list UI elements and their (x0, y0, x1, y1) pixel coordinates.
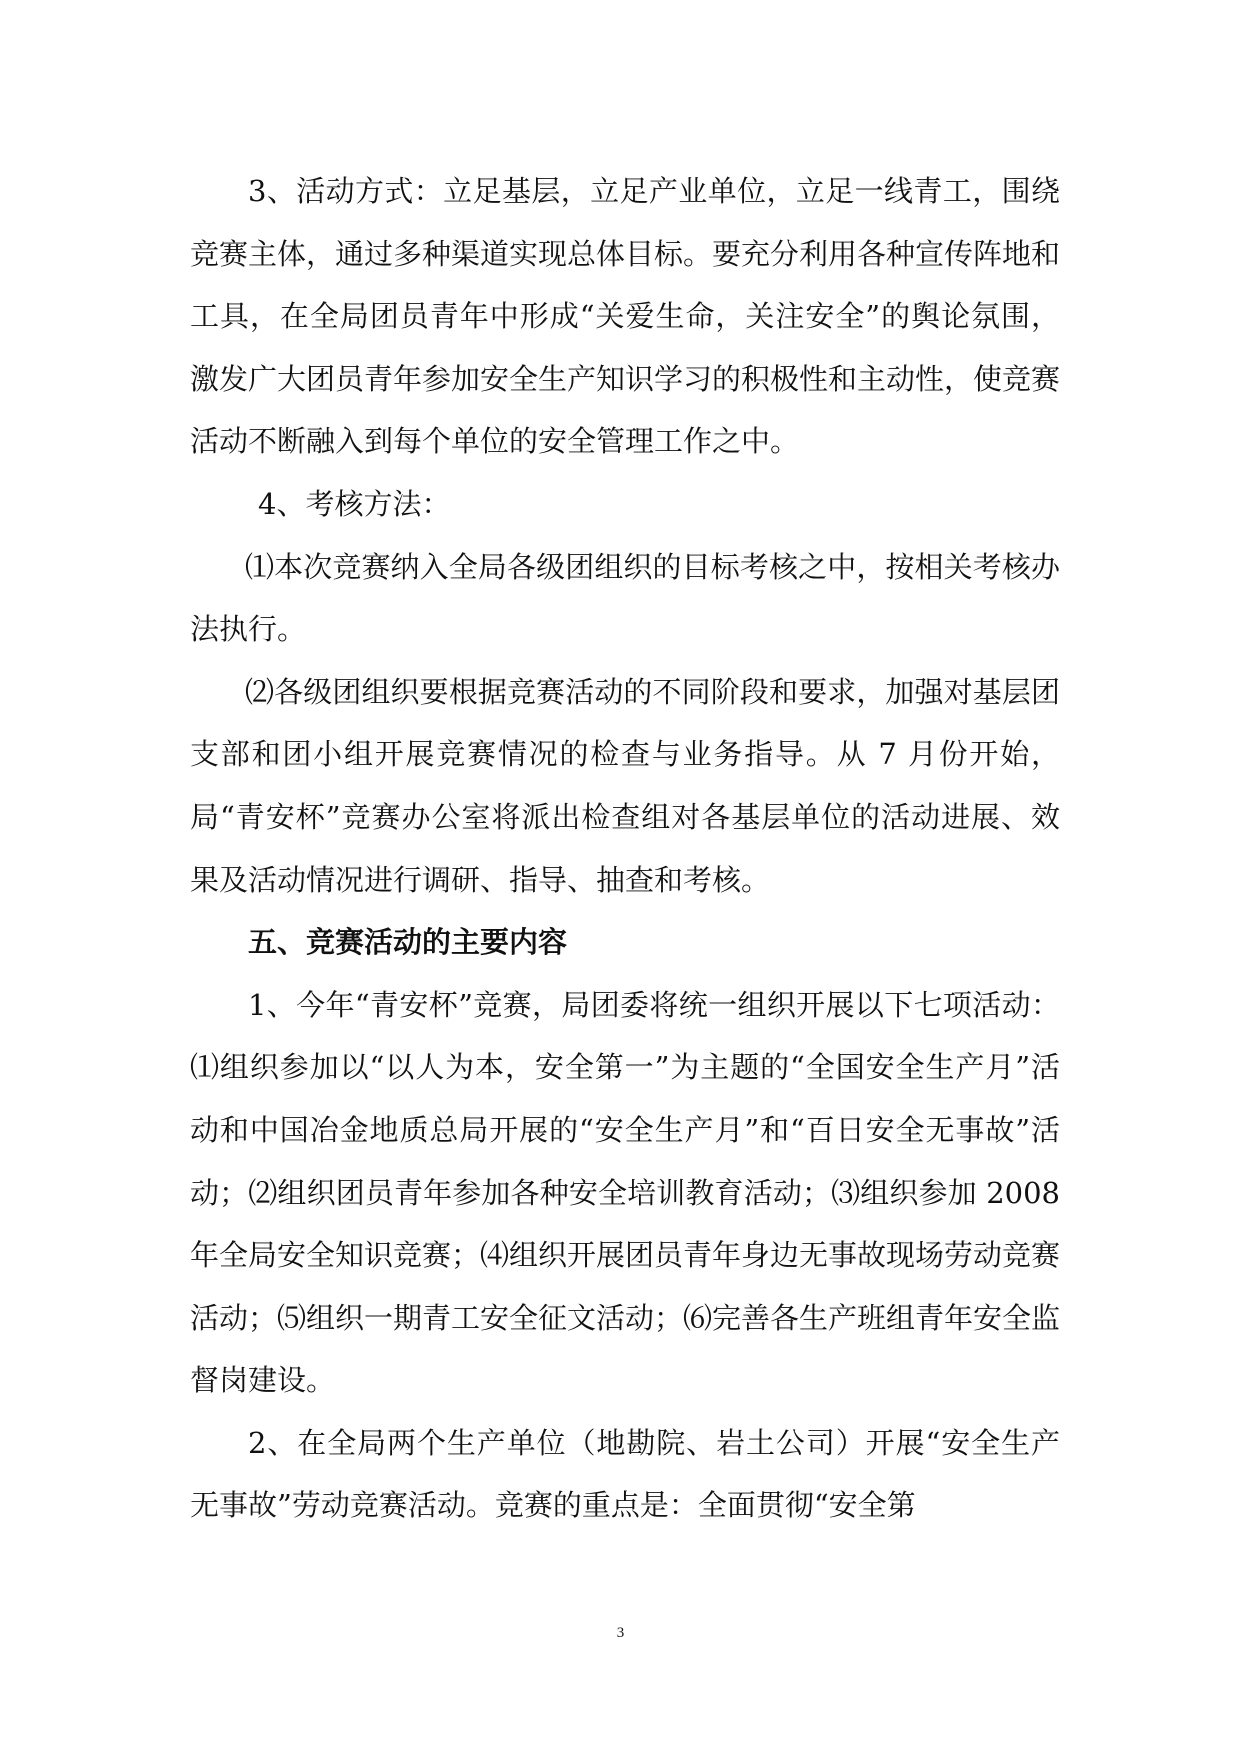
paragraph-production-safety: 2、在全局两个生产单位（地勘院、岩土公司）开展“安全生产无事故”劳动竞赛活动。竞赛的重点是：全面贯彻“安全第 (190, 1425, 1060, 1523)
page-number: 3 (616, 1625, 625, 1641)
paragraph-assessment-item-1: ⑴本次竞赛纳入全局各级团组织的目标考核之中，按相关考核办法执行。 (190, 549, 1060, 647)
document-body (190, 160, 1060, 1537)
paragraph-activities-list: 1、今年“青安杯”竞赛，局团委将统一组织开展以下七项活动：⑴组织参加以“以人为本，安全第一”为主题的“全国安全生产月”活动和中国冶金地质总局开展的“安全生产月”和“百日安全无事故”活动；⑵组织团员青年参加各种安全培训教育活动；⑶组织参加 2008 年全局安全知识竞赛；⑷组织开展团员青年身边无事故现场劳动竞赛活动；⑸组织一期青工安全征文活动；⑹完善各生产班组青年安全监督岗建设。 (190, 987, 1061, 1398)
paragraph-assessment-item-2: ⑵各级团组织要根据竞赛活动的不同阶段和要求，加强对基层团支部和团小组开展竞赛情况的检查与业务指导。从 7 月份开始，局“青安杯”竞赛办公室将派出检查组对各基层单位的活动进展、效果及活动情况进行调研、指导、抽查和考核。 (190, 674, 1060, 897)
paragraph-assessment-heading: 4、考核方法： (258, 486, 451, 521)
section-heading: 五、竞赛活动的主要内容 (248, 925, 568, 960)
paragraph-activity-method: 3、活动方式：立足基层，立足产业单位，立足一线青工，围绕竞赛主体，通过多种渠道实现总体目标。要充分利用各种宣传阵地和工具，在全局团员青年中形成“关爱生命，关注安全”的舆论氛围，激发广大团员青年参加安全生产知识学习的积极性和主动性，使竞赛活动不断融入到每个单位的安全管理工作之中。 (190, 174, 1061, 459)
